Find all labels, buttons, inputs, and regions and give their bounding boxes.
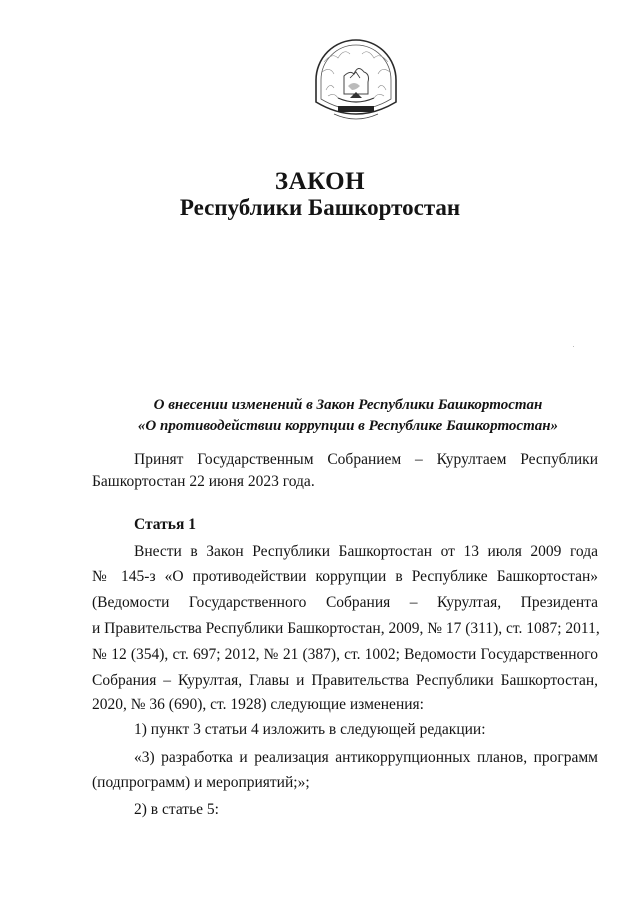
article-line: 1) пункт 3 статьи 4 изложить в следующей редакции: <box>134 721 486 738</box>
law-heading <box>96 395 600 437</box>
article-line: Собрания – Курултая, Главы и Правительства Республики Башкортостан, <box>92 672 598 689</box>
article-line: (Ведомости Государственного Собрания – Курултая, Президента <box>92 594 598 611</box>
adopted-line: Башкортостан 22 июня 2023 года. <box>92 473 315 490</box>
heading-line: О внесении изменений в Закон Республики Башкортостан <box>153 397 543 413</box>
law-subtitle: Республики Башкортостан <box>179 195 461 220</box>
article-line: № 145-з «О противодействии коррупции в Республике Башкортостан» <box>92 568 598 585</box>
article-line: Внести в Закон Республики Башкортостан от 13 июля 2009 года <box>134 543 598 560</box>
article-line: № 12 (354), ст. 697; 2012, № 21 (387), ст. 1002; Ведомости Государственного <box>92 646 598 663</box>
law-title: ЗАКОН <box>274 168 366 195</box>
article-line: (подпрограмм) и мероприятий;»; <box>92 774 310 791</box>
scan-artifact <box>573 346 574 347</box>
heading-line: «О противодействии коррупции в Республике Башкортостан» <box>137 418 559 434</box>
article-line: «3) разработка и реализация антикоррупционных планов, программ <box>134 749 598 766</box>
coat-of-arms-emblem <box>304 32 408 128</box>
article-title: Статья 1 <box>134 516 196 533</box>
adopted-line: Принят Государственным Собранием – Курултаем Республики <box>134 451 598 468</box>
article-line: 2) в статье 5: <box>134 801 219 818</box>
article-line: и Правительства Республики Башкортостан, 2009, № 17 (311), ст. 1087; 2011, <box>92 620 600 637</box>
article-line: 2020, № 36 (690), ст. 1928) следующие изменения: <box>92 696 424 713</box>
